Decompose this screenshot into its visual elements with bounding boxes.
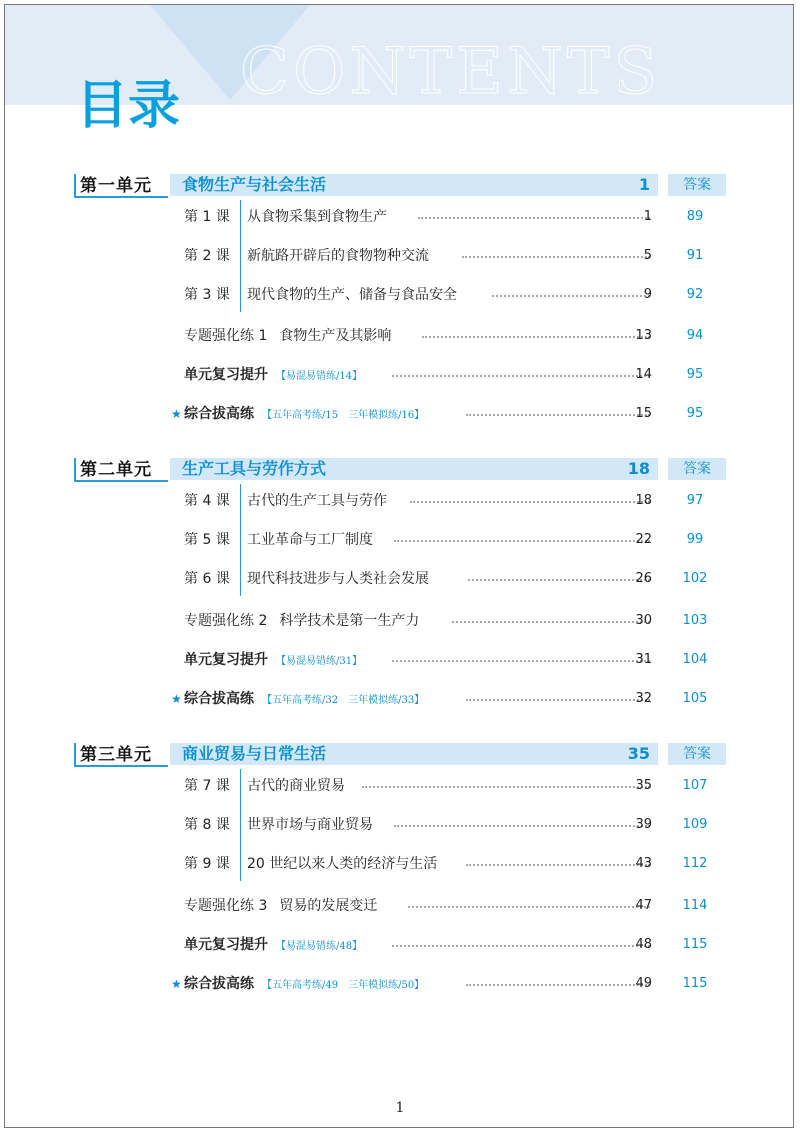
page-number: 31 [635,652,652,667]
unit-label: 第三单元 [74,743,168,767]
special-label: 专题强化练 1 [184,328,268,344]
toc-entry-lesson-5[interactable] [0,529,800,551]
answer-page[interactable]: 89 [686,209,704,224]
toc-entry-unit-review[interactable] [0,934,800,956]
lesson-title: 世界市场与商业贸易 [247,817,373,833]
page-number: 49 [635,976,652,991]
answer-page[interactable]: 94 [686,328,704,343]
page-number: 43 [635,856,652,871]
toc-entry-comprehensive[interactable] [0,688,800,710]
toc-entry-special-practice[interactable] [0,325,800,347]
page-number: 5 [643,248,652,263]
special-practice-label [184,610,419,632]
unit-page-number: 35 [627,744,650,763]
answer-page[interactable]: 104 [682,652,708,667]
unit-review-label [184,649,362,673]
toc-entry-lesson-6[interactable] [0,568,800,590]
answer-page[interactable]: 95 [686,367,704,382]
unit-title-bar [170,458,658,480]
lesson-title: 现代食物的生产、储备与食品安全 [247,287,457,303]
page-number: 1 [643,209,652,224]
unit-page-number: 18 [627,459,650,478]
answer-page[interactable]: 105 [682,691,708,706]
answer-page[interactable]: 114 [682,898,708,913]
page-title: 目录 [76,76,181,136]
toc-entry-lesson-7[interactable] [0,775,800,797]
page-number: 39 [635,817,652,832]
lesson-number: 第 5 课 [184,532,230,548]
review-label: 单元复习提升 [184,652,268,668]
unit-title: 食物生产与社会生活 [182,175,327,194]
comprehensive-title: 综合拔高练 [184,976,254,992]
toc-entry-unit-review[interactable] [0,364,800,386]
comprehensive-title: 综合拔高练 [184,691,254,707]
lesson-number: 第 9 课 [184,856,230,872]
answer-page[interactable]: 107 [682,778,708,793]
lesson-title: 从食物采集到食物生产 [247,209,387,225]
answer-page[interactable]: 115 [682,937,708,952]
dot-leader [362,786,650,788]
lesson-title: 新航路开辟后的食物物种交流 [247,248,429,264]
review-subtitle: 【易混易错练/31】 [276,656,363,667]
lesson-number: 第 3 课 [184,287,230,303]
toc-entry-lesson-9[interactable] [0,853,800,875]
answer-page[interactable]: 115 [682,976,708,991]
toc-entry-special-practice[interactable] [0,610,800,632]
lesson-number: 第 2 课 [184,248,230,264]
special-practice-label [184,325,391,347]
toc-entry-lesson-3[interactable] [0,284,800,306]
page-number: 9 [643,287,652,302]
lesson-title: 古代的生产工具与劳作 [247,493,387,509]
toc-entry-lesson-8[interactable] [0,814,800,836]
lesson-number: 第 7 课 [184,778,230,794]
unit-header-1[interactable] [74,174,726,198]
page-number: 48 [635,937,652,952]
answer-header: 答案 [668,174,726,196]
page-number: 15 [635,406,652,421]
lesson-number: 第 6 课 [184,571,230,587]
lesson-title: 现代科技进步与人类社会发展 [247,571,429,587]
comprehensive-label [184,973,424,997]
answer-header: 答案 [668,458,726,480]
page-number: 13 [635,328,652,343]
answer-page[interactable]: 95 [686,406,704,421]
contents-watermark: CONTENTS [240,35,662,109]
review-label: 单元复习提升 [184,937,268,953]
star-icon: ★ [171,407,182,421]
answer-header: 答案 [668,743,726,765]
special-title: 科学技术是第一生产力 [279,613,420,629]
page-number: 35 [635,778,652,793]
comprehensive-subtitle: 【五年高考练/15 三年模拟练/16】 [262,410,425,421]
answer-page[interactable]: 91 [686,248,704,263]
toc-entry-lesson-2[interactable] [0,245,800,267]
special-label: 专题强化练 2 [184,613,268,629]
unit-title-bar [170,174,658,196]
special-practice-label [184,895,377,917]
lesson-title: 工业革命与工厂制度 [247,532,373,548]
answer-page[interactable]: 112 [682,856,708,871]
toc-entry-lesson-1[interactable] [0,206,800,228]
page-number-footer: 1 [395,1100,405,1116]
unit-title: 生产工具与劳作方式 [182,459,327,478]
star-icon: ★ [171,977,182,991]
unit-review-label [184,934,362,958]
unit-header-2[interactable] [74,458,726,482]
unit-header-3[interactable] [74,743,726,767]
unit-title: 商业贸易与日常生活 [182,744,327,763]
page-number: 22 [635,532,652,547]
lesson-number: 第 8 课 [184,817,230,833]
special-title: 食物生产及其影响 [279,328,392,344]
answer-page[interactable]: 92 [686,287,704,302]
toc-entry-comprehensive[interactable] [0,403,800,425]
review-label: 单元复习提升 [184,367,268,383]
answer-page[interactable]: 99 [686,532,704,547]
page-number: 30 [635,613,652,628]
lesson-title: 古代的商业贸易 [247,778,345,794]
comprehensive-subtitle: 【五年高考练/49 三年模拟练/50】 [262,980,425,991]
star-icon: ★ [171,692,182,706]
answer-page[interactable]: 97 [686,493,704,508]
review-subtitle: 【易混易错练/14】 [276,371,363,382]
special-title: 贸易的发展变迁 [279,898,378,914]
page-number: 32 [635,691,652,706]
toc-entry-comprehensive[interactable] [0,973,800,995]
comprehensive-subtitle: 【五年高考练/32 三年模拟练/33】 [262,695,425,706]
toc-entry-special-practice[interactable] [0,895,800,917]
comprehensive-label [184,688,424,712]
answer-page[interactable]: 102 [682,571,708,586]
page-border [4,4,794,1128]
page-number: 26 [635,571,652,586]
unit-title-bar [170,743,658,765]
page-number: 14 [635,367,652,382]
answer-page[interactable]: 109 [682,817,708,832]
page-number: 47 [635,898,652,913]
unit-label: 第一单元 [74,174,168,198]
comprehensive-label [184,403,424,427]
page-number: 18 [635,493,652,508]
unit-review-label [184,364,362,388]
lesson-number: 第 1 课 [184,209,230,225]
review-subtitle: 【易混易错练/48】 [276,941,363,952]
unit-label: 第二单元 [74,458,168,482]
unit-page-number: 1 [638,175,650,194]
answer-page[interactable]: 103 [682,613,708,628]
toc-entry-unit-review[interactable] [0,649,800,671]
lesson-number: 第 4 课 [184,493,230,509]
toc-entry-lesson-4[interactable] [0,490,800,512]
special-label: 专题强化练 3 [184,898,268,914]
comprehensive-title: 综合拔高练 [184,406,254,422]
lesson-title: 20 世纪以来人类的经济与生活 [247,856,438,872]
